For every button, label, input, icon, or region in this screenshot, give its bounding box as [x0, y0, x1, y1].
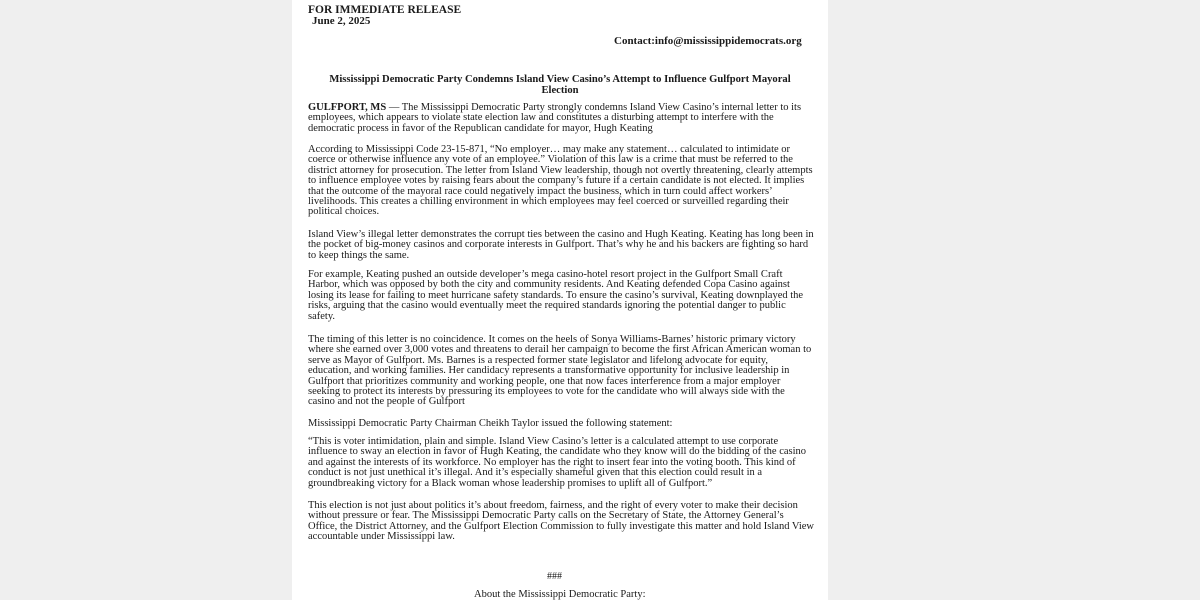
paragraph-3: Island View’s illegal letter demonstrates the corrupt ties between the casino and Hugh Keating. Keating has long been in the pocket of big-money casinos and corporate interests in Gulfport. That’s why he and his backers are fighting so hard to keep things the same.: [308, 229, 814, 261]
chairman-quote: “This is voter intimidation, plain and simple. Island View Casino’s letter is a calculated attempt to use corporate influence to sway an election in favor of Hugh Keating, the candidate who they know will do the bidding of the casino and against the interests of its workforce. No employer has the right to insert fear into the voting booth. This kind of conduct is not just unethical it’s illegal. And it’s especially shameful given that this election could result in a groundbreaking victory for a Black woman whose leadership promises to uplift all of Gulfport.”: [308, 436, 807, 489]
paragraph-2: According to Mississippi Code 23-15-871, “No employer… may make any statement… calculated to intimidate or coerce or otherwise influence any vote of an employee.” Violation of this law is a crime that must be referred to the district attorney for prosecution. The letter from Island View leadership, though not overtly threatening, clearly attempts to influence employee votes by raising fears about the company’s future if a certain candidate is not elected. It implies that the outcome of the mayoral race could negatively impact the business, which in turn could affect workers’ livelihoods. This creates a chilling environment in which employees may feel coerced or surveilled regarding their political choices.: [308, 144, 813, 218]
release-label: FOR IMMEDIATE RELEASE: [308, 4, 462, 16]
paragraph-8: This election is not just about politics it’s about freedom, fairness, and the right of every voter to make their decision without pressure or fear. The Mississippi Democratic Party calls on the Secretary of State, the Attorney General’s Office, the District Attorney, and the Gulfport Election Commission to fully investigate this matter and hold Island View accountable under Mississippi law.: [308, 500, 814, 543]
paragraph-1-text: — The Mississippi Democratic Party strongly condemns Island View Casino’s internal letter to its employees, which appears to violate state election law and constitutes a disturbing attempt to interfere with the democratic process in favor of the Republican candidate for mayor, Hugh Keating: [308, 102, 802, 134]
paragraph-6: Mississippi Democratic Party Chairman Cheikh Taylor issued the following statement:: [308, 418, 673, 429]
release-date: June 2, 2025: [312, 15, 371, 27]
paragraph-1: [308, 103, 814, 134]
contact-email[interactable]: Contact:info@mississippidemocrats.org: [614, 35, 802, 47]
end-separator: ###: [547, 571, 562, 582]
document-page: [292, 0, 828, 600]
paragraph-4: For example, Keating pushed an outside developer’s mega casino-hotel resort project in the Gulfport Small Craft Harbor, which was opposed by both the city and community residents. And Keating defended Copa Casino against losing its lease for failing to meet hurricane safety standards. To ensure the casino’s survival, Keating downplayed the risks, arguing that the casino would eventually meet the required standards ignoring the potential danger to public safety.: [308, 269, 804, 322]
paragraph-5: The timing of this letter is no coincidence. It comes on the heels of Sonya Williams-Barnes’ historic primary victory where she earned over 3,000 votes and threatens to derail her campaign to become the first African American woman to serve as Mayor of Gulfport. Ms. Barnes is a respected former state legislator and lifelong advocate for equity, education, and working families. Her candidacy represents a transformative opportunity for inclusive leadership in Gulfport that prioritizes community and working people, one that now faces interference from a major employer seeking to protect its interests by pressuring its employees to vote for the candidate who will always side with the casino and not the people of Gulfport: [308, 334, 812, 408]
about-heading: About the Mississippi Democratic Party:: [474, 589, 646, 600]
press-release-title: Mississippi Democratic Party Condemns Island View Casino’s Attempt to Influence Gulfport Mayoral Election: [329, 74, 791, 96]
dateline: GULFPORT, MS: [308, 102, 387, 113]
